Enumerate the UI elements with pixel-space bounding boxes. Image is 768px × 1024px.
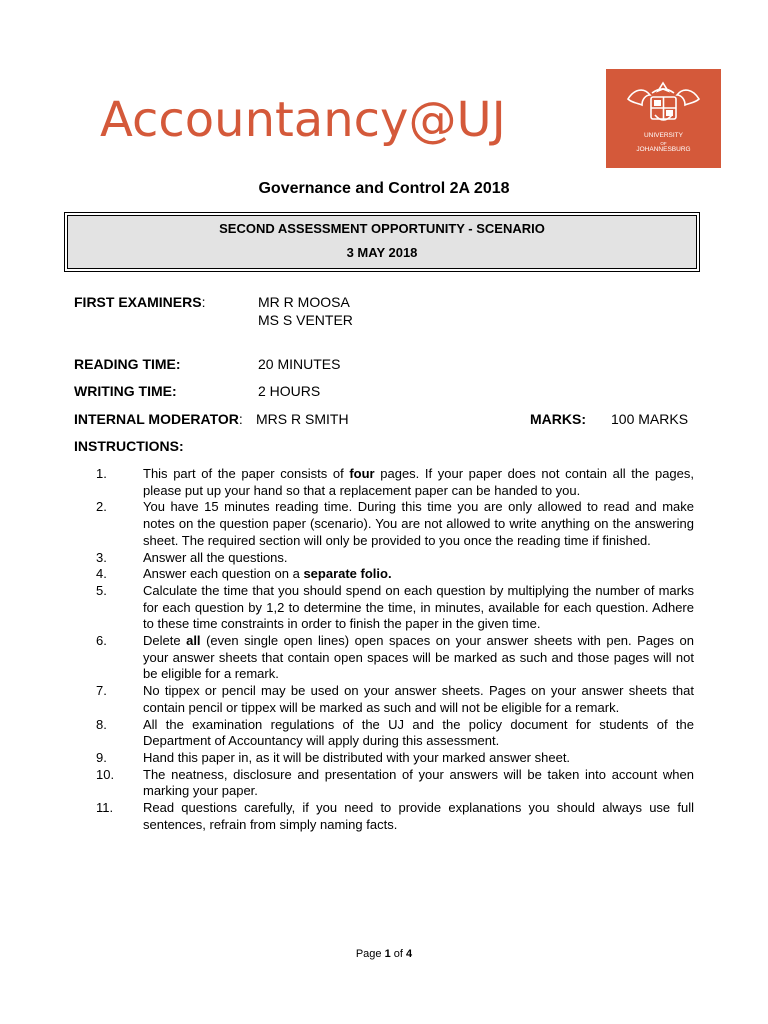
instruction-text: Read questions carefully, if you need to provide explanations you should always use full sentences, refrain from simply naming facts. [143, 800, 694, 832]
instruction-number: 8. [96, 716, 107, 732]
crest-text-university: UNIVERSITY [643, 132, 683, 139]
internal-moderator-label: INTERNAL MODERATOR: [74, 411, 243, 427]
writing-time-value: 2 HOURS [258, 383, 321, 399]
instruction-number: 6. [96, 633, 107, 649]
reading-time-value: 20 MINUTES [258, 356, 341, 372]
page-footer: Page 1 of 4 [355, 948, 413, 960]
instruction-item [74, 566, 704, 583]
writing-time-label: WRITING TIME: [74, 383, 177, 399]
document-title: Governance and Control 2A 2018 [258, 180, 510, 197]
instruction-text: No tippex or pencil may be used on your answer sheets. Pages on your answer sheets that contain pencil or tippex will be marked as such and will not be eligible for a remark. [143, 683, 694, 715]
instruction-number: 7. [96, 683, 107, 699]
instruction-item [74, 499, 704, 549]
page-current: 1 [384, 948, 391, 960]
marks-value: 100 MARKS [611, 411, 689, 427]
university-crest [606, 69, 721, 168]
banner-heading: SECOND ASSESSMENT OPPORTUNITY - SCENARIO [219, 221, 545, 236]
instruction-item [74, 750, 704, 767]
banner-date: 3 MAY 2018 [346, 245, 418, 260]
instruction-item [74, 767, 704, 800]
instruction-item [74, 683, 704, 716]
instruction-text: Calculate the time that you should spend on each question by multiplying the number of marks for each question by 1,2 to determine the time, in minutes, available for each question. Adhere to these time constraints in order to finish the paper in the given time. [143, 582, 694, 632]
instruction-item [74, 466, 704, 499]
instruction-number: 9. [96, 749, 107, 765]
reading-time-label: READING TIME: [74, 356, 181, 372]
crest-text-johannesburg: JOHANNESBURG [636, 146, 691, 153]
instruction-text: The neatness, disclosure and presentation of your answers will be taken into account when marking your paper. [143, 766, 694, 799]
instruction-number: 1. [96, 466, 107, 481]
instruction-number: 11. [96, 800, 114, 816]
instruction-number: 2. [96, 499, 107, 515]
accountancy-logo: Accountancy@UJ [100, 92, 506, 148]
instruction-number: 3. [96, 549, 107, 565]
marks-label: MARKS: [530, 411, 586, 427]
instruction-item [74, 717, 704, 750]
crest-text-of: OF [660, 141, 667, 146]
first-examiners-label: FIRST EXAMINERS: [74, 294, 206, 310]
page-total: 4 [406, 948, 413, 960]
first-examiner-2: MS S VENTER [258, 312, 353, 328]
instruction-item [74, 800, 704, 833]
instruction-number: 10. [96, 766, 115, 782]
instructions-list [74, 466, 704, 833]
first-examiner-1: MR R MOOSA [258, 294, 350, 310]
instruction-text: Hand this paper in, as it will be distributed with your marked answer sheet. [143, 749, 571, 765]
instruction-text: Answer each question on a separate folio. [143, 566, 392, 582]
internal-moderator-value: MRS R SMITH [256, 411, 349, 427]
instruction-number: 4. [96, 566, 107, 582]
instruction-text: Answer all the questions. [143, 549, 288, 565]
instruction-item [74, 583, 704, 633]
instruction-text: Delete all (even single open lines) open spaces on your answer sheets with pen. Pages on your answer sheets that contain open spaces will be marked as such and those pages will not be eligible for a remark. [143, 633, 694, 682]
instruction-text: You have 15 minutes reading time. During this time you are only allowed to read and make notes on the question paper (scenario). You are not allowed to write anything on the answering sheet. The required section will only be provided to you once the reading time if finished. [143, 499, 694, 548]
instructions-heading: INSTRUCTIONS: [74, 438, 184, 454]
instruction-item [74, 550, 704, 567]
instruction-number: 5. [96, 582, 107, 598]
instruction-text: All the examination regulations of the UJ and the policy document for students of the Department of Accountancy will apply during this assessment. [143, 716, 694, 749]
instruction-text: This part of the paper consists of four pages. If your paper does not contain all the pages, please put up your hand so that a replacement paper can be handed to you. [143, 466, 695, 498]
instruction-item [74, 633, 704, 683]
